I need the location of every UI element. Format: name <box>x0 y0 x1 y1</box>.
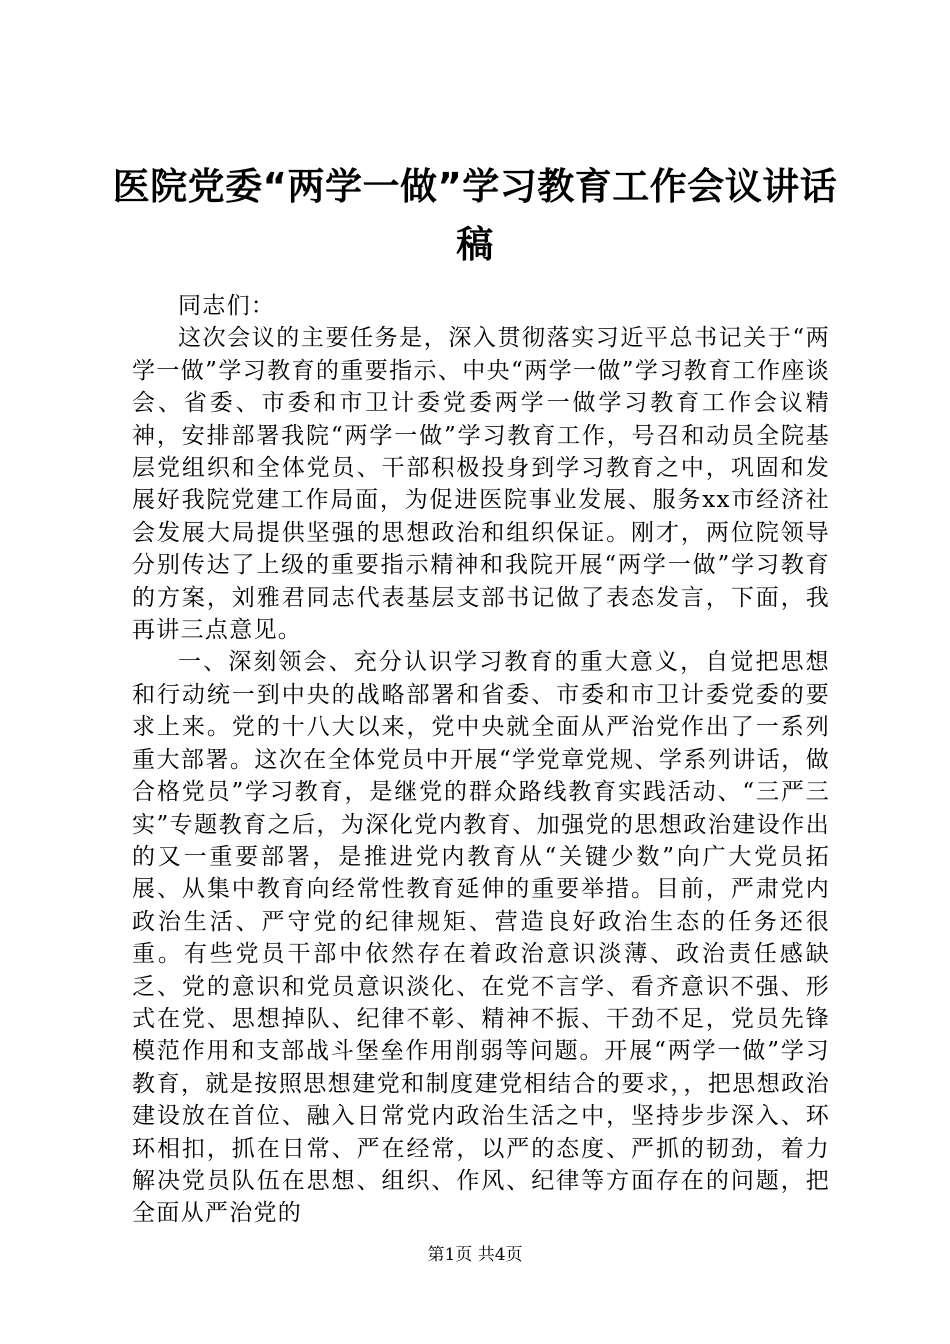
document-title: 医院党委“两学一做”学习教育工作会议讲话稿 <box>112 165 838 266</box>
paragraph-section-one: 一、深刻领会、充分认识学习教育的重大意义，自觉把思想和行动统一到中央的战略部署和省委、市委和市卫计委党委的要求上来。党的十八大以来，党中央就全面从严治党作出了一系列重大部署。这次在全体党员中开展“学党章党规、学系列讲话，做合格党员”学习教育，是继党的群众路线教育实践活动、“三严三实”专题教育之后，为深化党内教育、加强党的思想政治建设作出的又一重要部署，是推进党内教育从“关键少数”向广大党员拓展、从集中教育向经常性教育延伸的重要举措。目前，严肃党内政治生活、严守党的纪律规矩、营造良好政治生态的任务还很重。有些党员干部中依然存在着政治意识淡薄、政治责任感缺乏、党的意识和党员意识淡化、在党不言学、看齐意识不强、形式在党、思想掉队、纪律不彰、精神不振、干劲不足，党员先锋模范作用和支部战斗堡垒作用削弱等问题。开展“两学一做”学习教育，就是按照思想建党和制度建党相结合的要求，，把思想政治建设放在首位、融入日常党内政治生活之中，坚持步步深入、环环相扣，抓在日常、严在经常，以严的态度、严抓的韧劲，着力解决党员队伍在思想、组织、作风、纪律等方面存在的问题，把全面从严治党的 <box>132 649 830 1227</box>
paragraph-intro: 这次会议的主要任务是，深入贯彻落实习近平总书记关于“两学一做”学习教育的重要指示、中央“两学一做”学习教育工作座谈会、省委、市委和市卫计委党委两学一做学习教育工作会议精神，安排部署我院“两学一做”学习教育工作，号召和动员全院基层党组织和全体党员、干部积极投身到学习教育之中，巩固和发展好我院党建工作局面，为促进医院事业发展、服务xx市经济社会发展大局提供坚强的思想政治和组织保证。刚才，两位院领导分别传达了上级的重要指示精神和我院开展“两学一做”学习教育的方案，刘雅君同志代表基层支部书记做了表态发言，下面，我再讲三点意见。 <box>132 325 830 644</box>
greeting: 同志们： <box>178 293 276 319</box>
page-number-footer: 第1页 共4页 <box>427 1245 523 1265</box>
document-body <box>132 290 830 1230</box>
